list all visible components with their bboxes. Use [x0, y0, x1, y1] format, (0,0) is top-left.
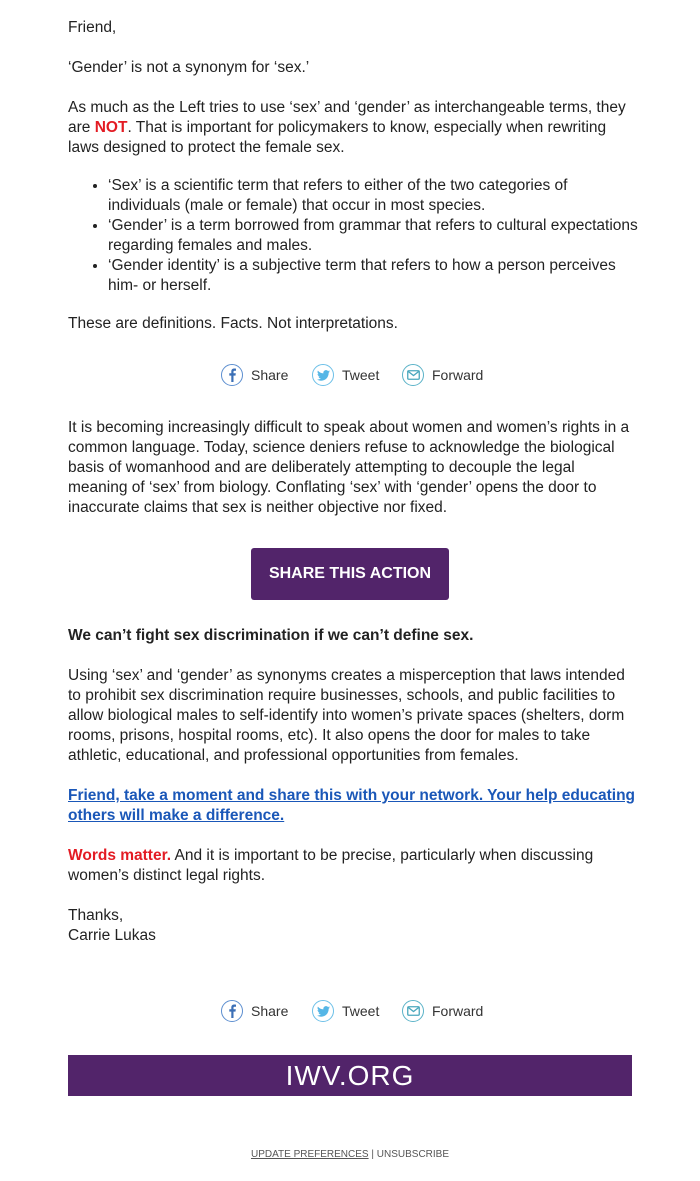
facebook-icon [221, 1000, 243, 1022]
paragraph-3: Using ‘sex’ and ‘gender’ as synonyms creates a misperception that laws intended to prohibit sex discrimination require businesses, schools, and public facilities to allow biological males to self-identify into women’s private spaces (shelters, dorm rooms, prisons, hospital rooms, etc). It also opens the door for males to take athletic, educational, and professional opportunities from females. [68, 667, 625, 764]
share-label: Share [251, 367, 289, 383]
share-bar-bottom [0, 997, 700, 1025]
paragraph-1-start: As much as the Left tries to use ‘sex’ and ‘gender’ as interchangeable terms, they are [68, 99, 626, 136]
list-item: • ‘Gender identity’ is a subjective term that refers to how a person perceives him- or herself. [108, 256, 638, 296]
forward-label: Forward [432, 1003, 484, 1019]
list-item: • ‘Gender’ is a term borrowed from grammar that refers to cultural expectations regarding females and males. [108, 216, 638, 256]
iwv-banner-link[interactable]: IWV.ORG [68, 1055, 632, 1096]
share-network-link[interactable]: Friend, take a moment and share this with your network. Your help educating others will make a difference. [68, 787, 635, 824]
unsubscribe-link[interactable]: UNSUBSCRIBE [376, 1149, 450, 1160]
forward-button[interactable] [402, 361, 483, 389]
tweet-label: Tweet [342, 367, 380, 383]
tweet-button[interactable] [312, 997, 379, 1025]
email-body-middle [68, 418, 638, 518]
email-icon [402, 364, 424, 386]
paragraph-1 [68, 98, 638, 158]
email-footer [0, 1149, 700, 1160]
definitions-line: These are definitions. Facts. Not interpretations. [68, 315, 398, 332]
email-body-lower [68, 626, 638, 946]
paragraph-2: It is becoming increasingly difficult to speak about women and women’s rights in a common language. Today, science deniers refuse to acknowledge the biological basis of womanhood and are deliberately attempting to decouple the legal meaning of ‘sex’ from biology. Conflating ‘sex’ with ‘gender’ opens the door to inaccurate claims that sex is neither objective nor fixed. [68, 419, 630, 516]
twitter-icon [312, 364, 334, 386]
tweet-button[interactable] [312, 361, 379, 389]
words-matter-emphasis: Words matter. [68, 847, 172, 864]
paragraph-1-end: . That is important for policymakers to know, especially when rewriting laws designed to protect the female sex. [68, 119, 607, 156]
update-preferences-link[interactable]: UPDATE PREFERENCES [250, 1149, 369, 1160]
definitions-list [68, 176, 638, 296]
email-icon [402, 1000, 424, 1022]
share-this-action-button[interactable]: SHARE THIS ACTION [251, 548, 449, 600]
signature: Carrie Lukas [68, 927, 156, 944]
share-button[interactable] [221, 997, 288, 1025]
forward-button[interactable] [402, 997, 483, 1025]
forward-label: Forward [432, 367, 484, 383]
list-item: • ‘Sex’ is a scientific term that refers to either of the two categories of individuals (male or female) that occur in most species. [108, 176, 638, 216]
not-emphasis: NOT [94, 119, 128, 136]
footer-separator: | [371, 1149, 374, 1160]
subheading: We can’t fight sex discrimination if we can’t define sex. [68, 627, 474, 644]
paragraph-4 [68, 846, 638, 886]
share-bar-top [0, 361, 700, 389]
paragraph-4-text: And it is important to be precise, particularly when discussing women’s distinct legal rights. [68, 847, 594, 884]
share-button[interactable] [221, 361, 288, 389]
share-label: Share [251, 1003, 289, 1019]
intro-line: ‘Gender’ is not a synonym for ‘sex.’ [68, 59, 310, 76]
facebook-icon [221, 364, 243, 386]
signoff: Thanks, [68, 907, 124, 924]
email-body [68, 18, 638, 334]
tweet-label: Tweet [342, 1003, 380, 1019]
share-link-paragraph [68, 786, 638, 826]
greeting: Friend, [68, 19, 117, 36]
twitter-icon [312, 1000, 334, 1022]
